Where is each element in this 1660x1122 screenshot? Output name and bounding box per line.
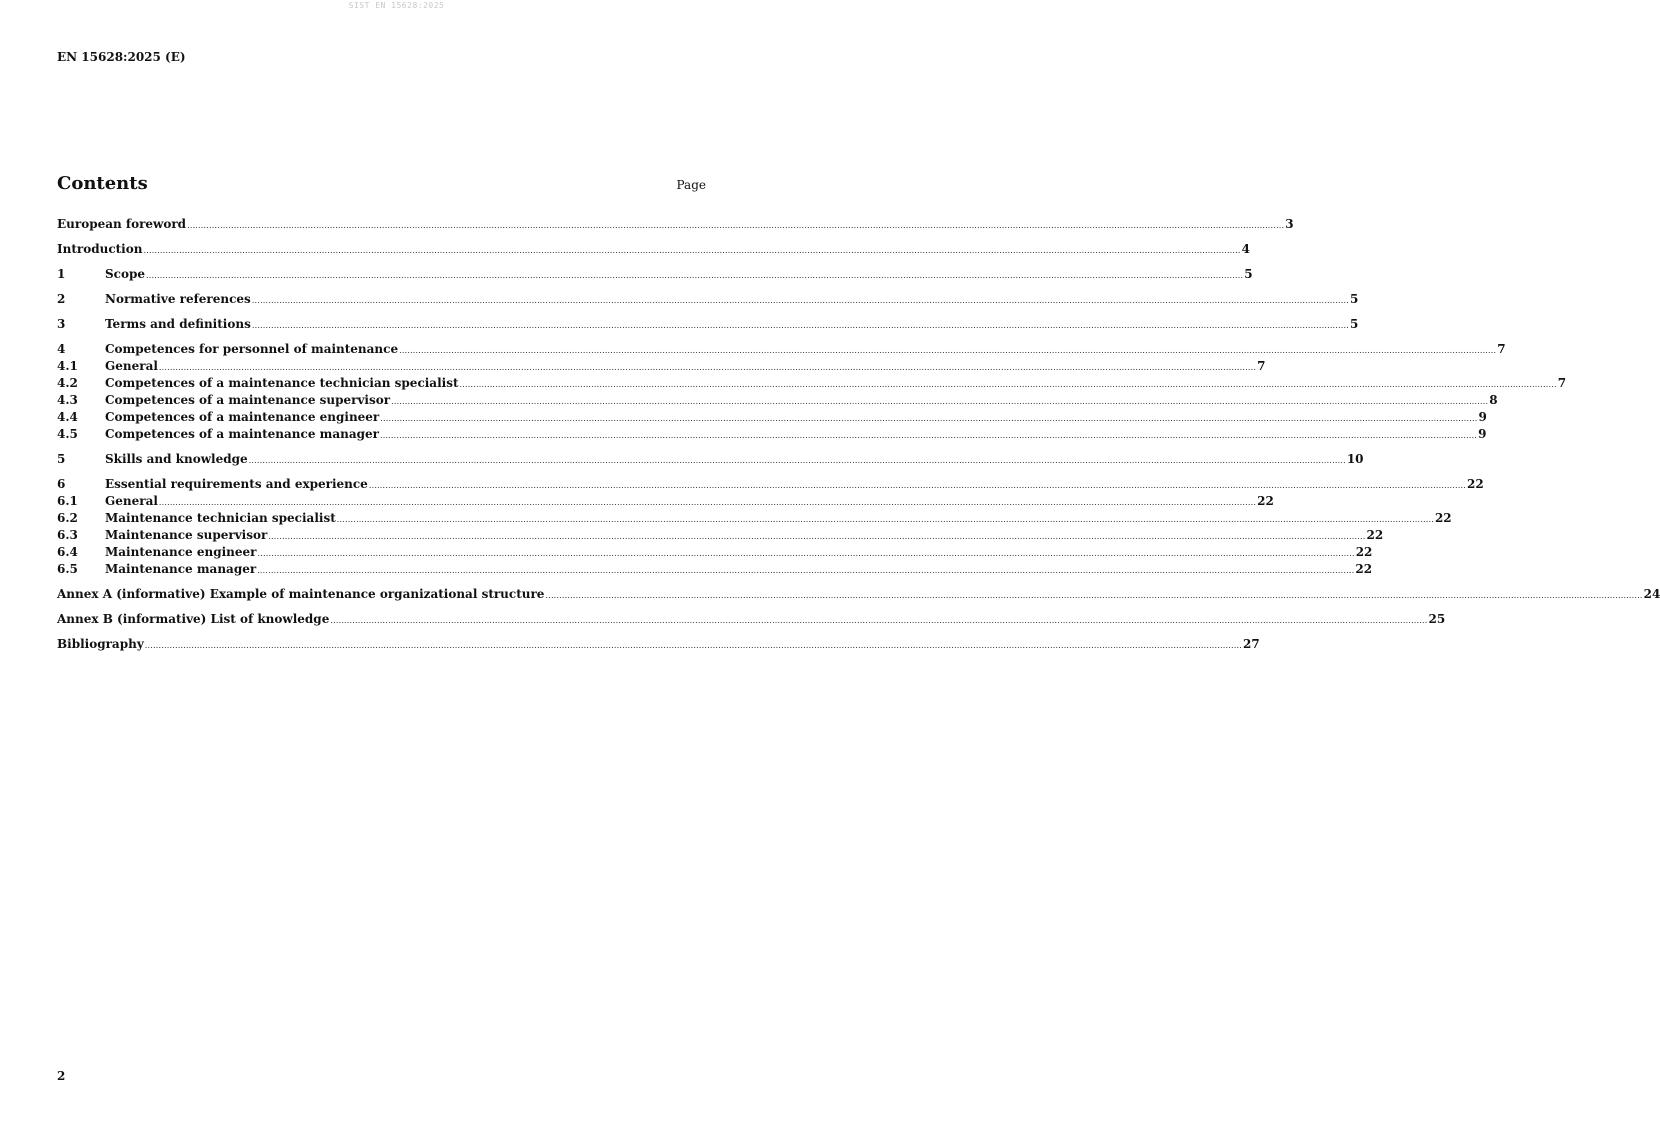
toc-entry-number: 4 <box>57 342 66 356</box>
page-column-label: Page <box>676 178 706 192</box>
page-number: 2 <box>57 1069 66 1083</box>
toc-entry-number: 3 <box>57 317 66 331</box>
dot-leader: ................................................................................................................................................................................................................................................................................................................................................................................................................ <box>257 549 1355 558</box>
toc-entry-title[interactable]: Competences of a maintenance technician specialist <box>105 376 459 390</box>
toc-entry-title[interactable]: Scope <box>105 267 146 281</box>
dot-leader: ................................................................................................................................................................................................................................................................................................................................................................................................................ <box>257 566 1355 575</box>
dot-leader: ................................................................................................................................................................................................................................................................................................................................................................................................................ <box>379 431 1478 440</box>
toc-entry-page[interactable]: 8 <box>1489 393 1498 407</box>
dot-leader: ................................................................................................................................................................................................................................................................................................................................................................................................................ <box>158 498 1257 507</box>
dot-leader: ................................................................................................................................................................................................................................................................................................................................................................................................................ <box>399 346 1497 355</box>
toc-entry[interactable] <box>57 291 1359 308</box>
toc-entry-page[interactable]: 22 <box>1257 494 1274 508</box>
toc-entry-title[interactable]: Bibliography <box>57 637 144 651</box>
toc-entry-title[interactable]: Normative references <box>105 292 251 306</box>
toc-entry-title[interactable]: Introduction <box>57 242 143 256</box>
dot-leader: ................................................................................................................................................................................................................................................................................................................................................................................................................ <box>330 616 1428 625</box>
document-id: EN 15628:2025 (E) <box>57 50 186 64</box>
toc-entry-number: 6.2 <box>57 511 78 525</box>
toc-entry-title[interactable]: Competences of a maintenance engineer <box>105 410 380 424</box>
toc-entry[interactable] <box>57 409 1487 426</box>
toc-entry[interactable] <box>57 544 1373 561</box>
toc-entry[interactable] <box>57 527 1384 544</box>
toc-entry-page[interactable]: 24 <box>1643 587 1660 601</box>
toc-entry-number: 6.5 <box>57 562 78 576</box>
toc-entry-number: 6 <box>57 477 66 491</box>
toc-entry-number: 1 <box>57 267 66 281</box>
dot-leader: ................................................................................................................................................................................................................................................................................................................................................................................................................ <box>251 296 1349 305</box>
dot-leader: ................................................................................................................................................................................................................................................................................................................................................................................................................ <box>336 515 1434 524</box>
toc-entry[interactable] <box>57 510 1452 527</box>
toc-entry-page[interactable]: 22 <box>1355 545 1373 559</box>
dot-leader: ................................................................................................................................................................................................................................................................................................................................................................................................................ <box>187 221 1285 230</box>
dot-leader: ................................................................................................................................................................................................................................................................................................................................................................................................................ <box>158 363 1257 372</box>
toc-entry-page[interactable]: 5 <box>1349 292 1359 306</box>
toc-entry-title[interactable]: Competences of a maintenance supervisor <box>105 393 391 407</box>
toc-entry[interactable] <box>57 241 1251 258</box>
toc-entry-page[interactable]: 5 <box>1350 317 1359 331</box>
toc-entry[interactable] <box>57 216 1294 233</box>
toc-entry-page[interactable]: 7 <box>1257 359 1266 373</box>
toc-entry-number: 6.3 <box>57 528 78 542</box>
toc-entry[interactable] <box>57 561 1373 578</box>
toc-entry[interactable] <box>57 341 1506 358</box>
toc-entry-page[interactable]: 22 <box>1355 562 1373 576</box>
toc-entry[interactable] <box>57 476 1484 493</box>
toc-entry[interactable] <box>57 392 1498 409</box>
toc-entry[interactable] <box>57 375 1567 392</box>
toc-entry-number: 5 <box>57 452 66 466</box>
dot-leader: ................................................................................................................................................................................................................................................................................................................................................................................................................ <box>144 641 1242 650</box>
dot-leader: ................................................................................................................................................................................................................................................................................................................................................................................................................ <box>143 246 1241 255</box>
toc-entry-title[interactable]: Maintenance supervisor <box>105 528 268 542</box>
dot-leader: ................................................................................................................................................................................................................................................................................................................................................................................................................ <box>146 271 1244 280</box>
toc-entry-title[interactable]: General <box>105 359 158 373</box>
toc-entry-page[interactable]: 9 <box>1478 410 1487 424</box>
toc-entry[interactable] <box>57 493 1274 510</box>
toc-entry-number: 4.2 <box>57 376 78 390</box>
toc-entry[interactable] <box>57 266 1253 283</box>
toc-entry[interactable] <box>57 636 1260 653</box>
toc-entry-page[interactable]: 22 <box>1366 528 1384 542</box>
toc-entry-number: 4.3 <box>57 393 78 407</box>
toc-entry-page[interactable]: 10 <box>1346 452 1364 466</box>
toc-entry-page[interactable]: 22 <box>1434 511 1452 525</box>
toc-entry[interactable] <box>57 611 1446 628</box>
table-of-contents <box>57 216 1660 653</box>
dot-leader: ................................................................................................................................................................................................................................................................................................................................................................................................................ <box>368 481 1467 490</box>
toc-entry-title[interactable]: Competences of a maintenance manager <box>105 427 379 441</box>
toc-entry-title[interactable]: European foreword <box>57 217 187 231</box>
toc-entry-title[interactable]: General <box>105 494 158 508</box>
watermark: SIST EN 15628:2025 <box>348 1 445 10</box>
dot-leader: ................................................................................................................................................................................................................................................................................................................................................................................................................ <box>248 456 1346 465</box>
toc-entry[interactable] <box>57 316 1359 333</box>
toc-entry[interactable] <box>57 358 1266 375</box>
dot-leader: ................................................................................................................................................................................................................................................................................................................................................................................................................ <box>251 321 1350 330</box>
dot-leader: ................................................................................................................................................................................................................................................................................................................................................................................................................ <box>380 414 1478 423</box>
toc-entry-number: 4.1 <box>57 359 78 373</box>
toc-entry-number: 6.1 <box>57 494 78 508</box>
toc-entry-title[interactable]: Maintenance engineer <box>105 545 257 559</box>
toc-entry-page[interactable]: 22 <box>1467 477 1484 491</box>
toc-entry[interactable] <box>57 426 1487 443</box>
toc-entry-title[interactable]: Essential requirements and experience <box>105 477 368 491</box>
dot-leader: ................................................................................................................................................................................................................................................................................................................................................................................................................ <box>459 380 1557 389</box>
toc-entry-title[interactable]: Annex A (informative) Example of maintenance organizational structure <box>57 587 545 601</box>
toc-entry[interactable] <box>57 586 1660 603</box>
toc-entry-page[interactable]: 27 <box>1242 637 1260 651</box>
toc-entry-page[interactable]: 4 <box>1241 242 1251 256</box>
toc-entry-number: 2 <box>57 292 66 306</box>
toc-entry-title[interactable]: Skills and knowledge <box>105 452 248 466</box>
toc-entry-number: 6.4 <box>57 545 78 559</box>
toc-entry-title[interactable]: Annex B (informative) List of knowledge <box>57 612 330 626</box>
toc-entry-page[interactable]: 5 <box>1244 267 1253 281</box>
dot-leader: ................................................................................................................................................................................................................................................................................................................................................................................................................ <box>545 591 1643 600</box>
toc-entry[interactable] <box>57 451 1364 468</box>
toc-entry-title[interactable]: Terms and definitions <box>105 317 251 331</box>
toc-entry-title[interactable]: Maintenance manager <box>105 562 257 576</box>
toc-entry-page[interactable]: 9 <box>1478 427 1487 441</box>
toc-entry-title[interactable]: Maintenance technician specialist <box>105 511 336 525</box>
toc-entry-page[interactable]: 25 <box>1428 612 1446 626</box>
dot-leader: ................................................................................................................................................................................................................................................................................................................................................................................................................ <box>268 532 1366 541</box>
contents-heading: Contents <box>57 173 148 194</box>
toc-entry-title[interactable]: Competences for personnel of maintenance <box>105 342 399 356</box>
toc-entry-number: 4.5 <box>57 427 78 441</box>
toc-entry-page[interactable]: 7 <box>1557 376 1567 390</box>
toc-entry-number: 4.4 <box>57 410 78 424</box>
toc-entry-page[interactable]: 3 <box>1285 217 1294 231</box>
dot-leader: ................................................................................................................................................................................................................................................................................................................................................................................................................ <box>391 397 1489 406</box>
toc-entry-page[interactable]: 7 <box>1497 342 1506 356</box>
